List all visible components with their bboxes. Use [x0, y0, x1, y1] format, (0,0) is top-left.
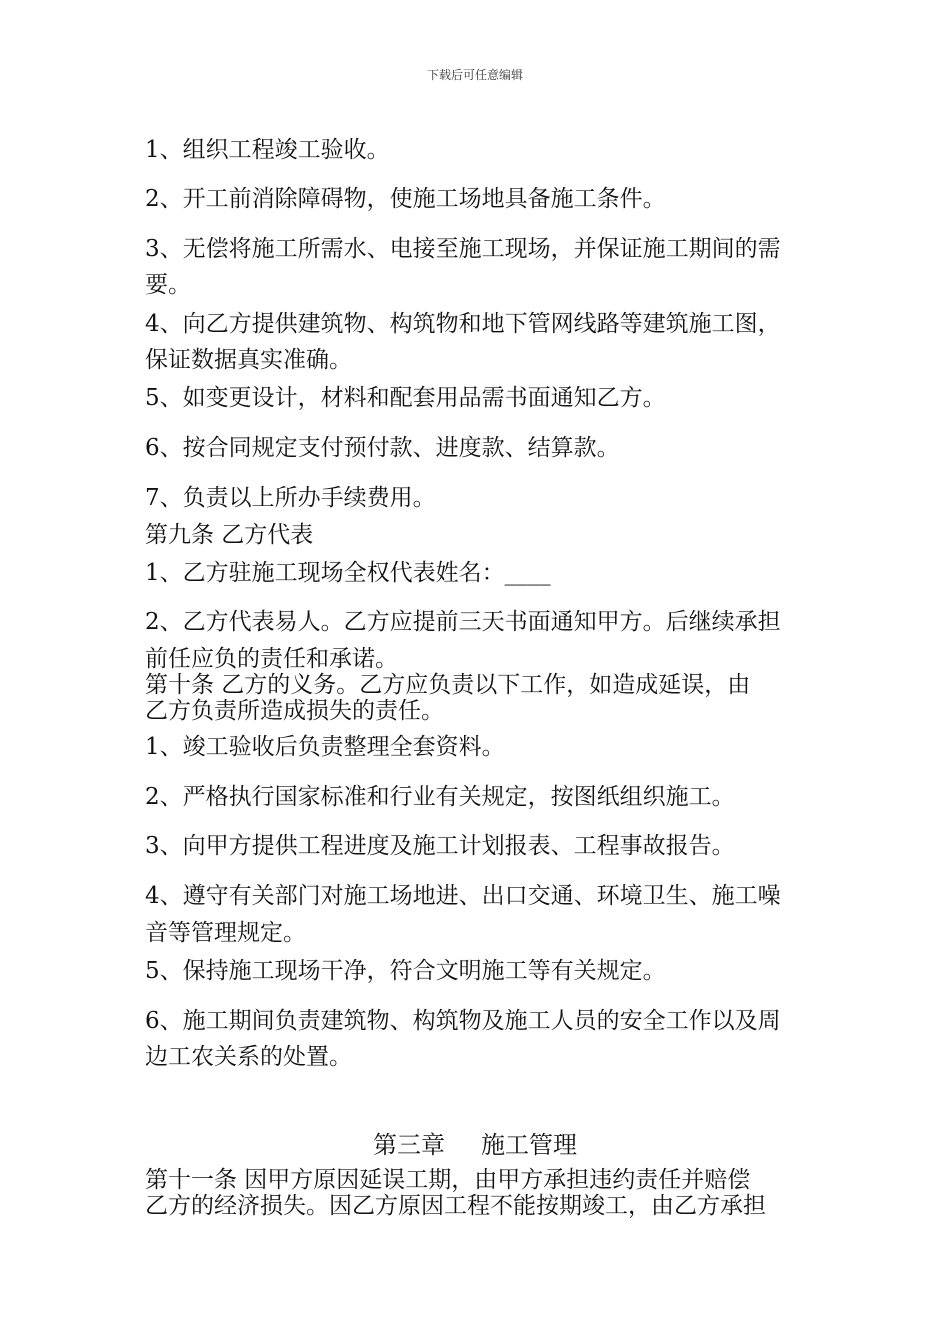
text-line: 6、按合同规定支付预付款、进度款、结算款。: [145, 435, 620, 461]
text-line: 乙方负责所造成损失的责任。: [145, 698, 444, 724]
page-header: 下载后可任意编辑: [426, 68, 523, 82]
text-line: 4、遵守有关部门对施工场地进、出口交通、环境卫生、施工噪: [145, 883, 781, 909]
text-line: 6、施工期间负责建筑物、构筑物及施工人员的安全工作以及周: [145, 1008, 781, 1034]
text-line: 5、如变更设计，材料和配套用品需书面通知乙方。: [145, 385, 666, 411]
section-title: 第十条 乙方的义务。乙方应负责以下工作，如造成延误，由: [145, 672, 751, 698]
text-line: 2、乙方代表易人。乙方应提前三天书面通知甲方。后继续承担: [145, 609, 781, 635]
text-line: 保证数据真实准确。: [145, 347, 352, 373]
text-line: 前任应负的责任和承诺。: [145, 646, 398, 672]
text-line: 2、开工前消除障碍物，使施工场地具备施工条件。: [145, 186, 666, 212]
chapter-number: 第三章: [373, 1131, 445, 1159]
text-line: 乙方的经济损失。因乙方原因工程不能按期竣工，由乙方承担: [145, 1193, 766, 1219]
section-title: 第九条 乙方代表: [145, 522, 314, 548]
text-line: 3、无偿将施工所需水、电接至施工现场，并保证施工期间的需: [145, 236, 781, 262]
text-line: 边工农关系的处置。: [145, 1044, 352, 1070]
text-line: 音等管理规定。: [145, 920, 306, 946]
text-line: 7、负责以上所办手续费用。: [145, 485, 436, 511]
chapter-title: 施工管理: [481, 1131, 577, 1159]
text-line: 1、组织工程竣工验收。: [145, 137, 390, 163]
text-line: 要。: [145, 272, 191, 298]
text-line: 5、保持施工现场干净，符合文明施工等有关规定。: [145, 958, 666, 984]
text-line: 1、竣工验收后负责整理全套资料。: [145, 734, 505, 760]
section-title: 第十一条 因甲方原因延误工期，由甲方承担违约责任并赔偿: [145, 1167, 751, 1193]
text-line: 3、向甲方提供工程进度及施工计划报表、工程事故报告。: [145, 833, 735, 859]
text-line: 1、乙方驻施工现场全权代表姓名：____: [145, 560, 551, 586]
chapter-heading: [0, 1131, 950, 1159]
text-line: 4、向乙方提供建筑物、构筑物和地下管网线路等建筑施工图，: [145, 311, 781, 337]
text-line: 2、严格执行国家标准和行业有关规定，按图纸组织施工。: [145, 784, 735, 810]
